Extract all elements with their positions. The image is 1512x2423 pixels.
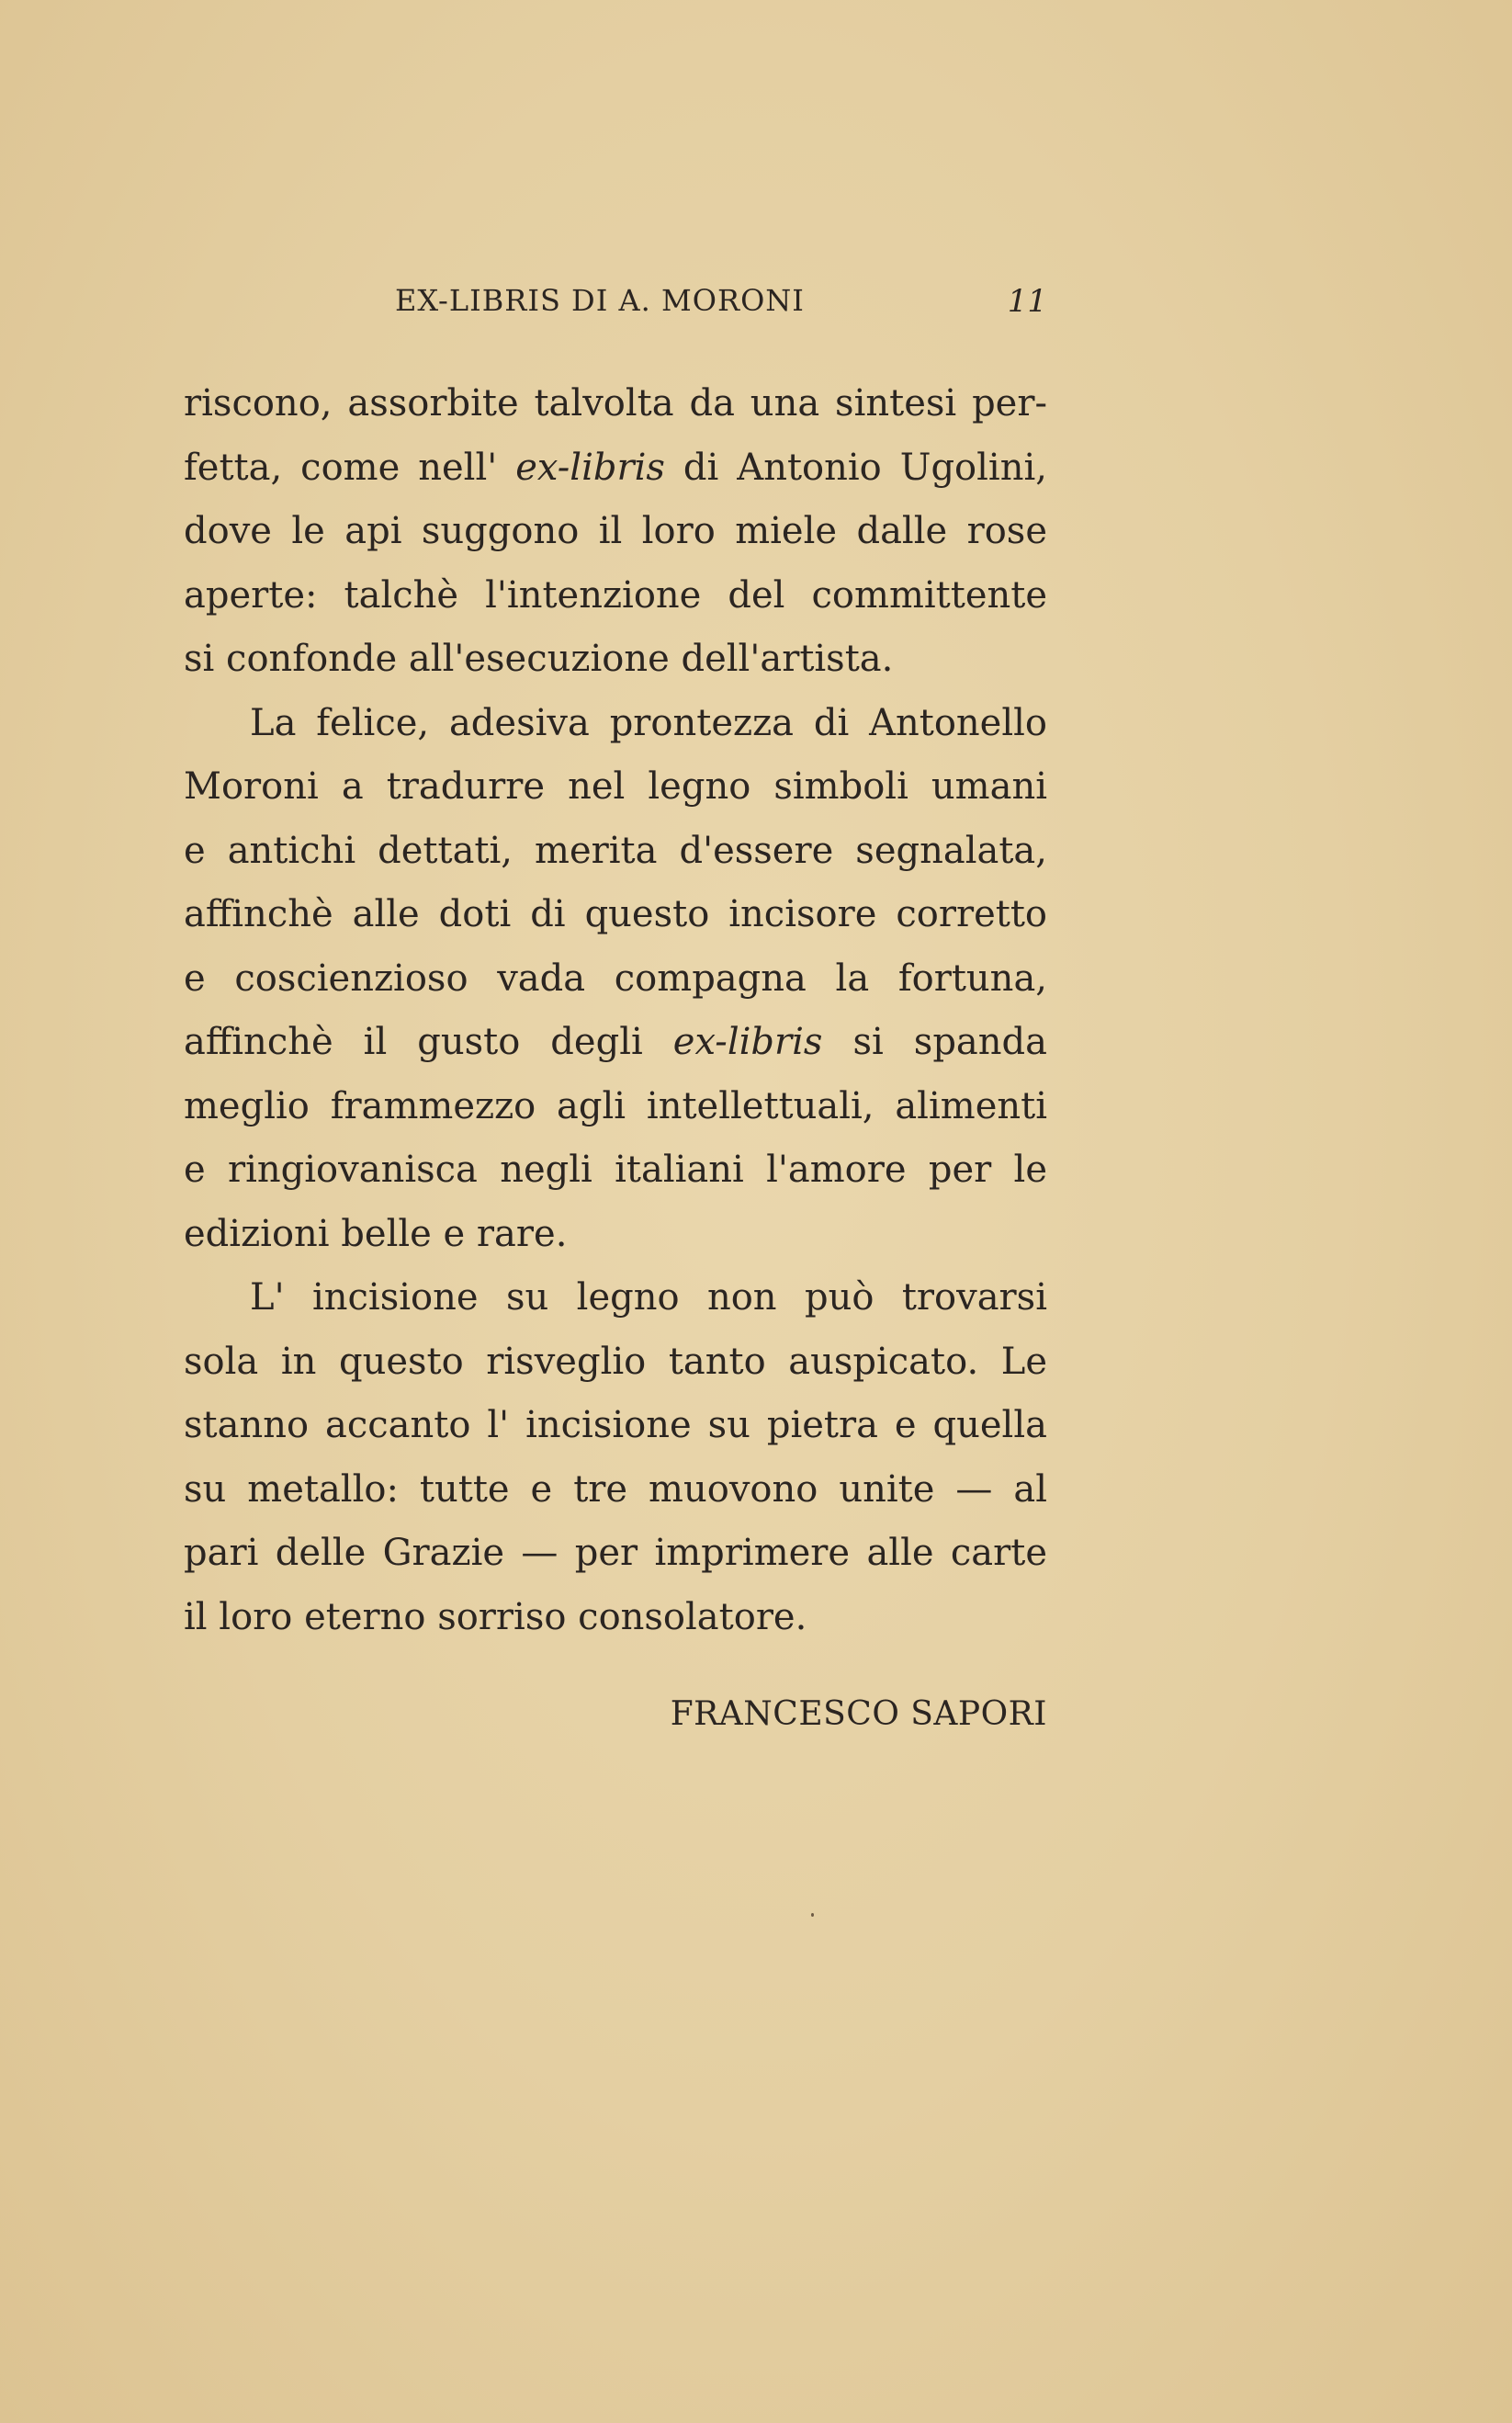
text-line: fetta, come nell' ex-libris di Antonio Ugolini,: [184, 446, 1047, 489]
text-line: sola in questo risveglio tanto auspicato. Le: [184, 1340, 1047, 1383]
text-line: pari delle Grazie — per imprimere alle carte: [184, 1532, 1047, 1574]
text-line: edizioni belle e rare.: [184, 1212, 568, 1255]
text-line: su metallo: tutte e tre muovono unite — al: [184, 1467, 1047, 1511]
running-title: EX-LIBRIS DI A. MORONI: [395, 283, 805, 318]
text-line: il loro eterno sorriso consolatore.: [184, 1595, 807, 1638]
body-text: [184, 372, 1047, 1649]
text-line: riscono, assorbite talvolta da una sintesi per-: [184, 382, 1047, 425]
text-line: dove le api suggono il loro miele dalle rose: [184, 510, 1047, 552]
text-line: aperte: talchè l'intenzione del committente: [184, 573, 1047, 617]
text-line: e antichi dettati, merita d'essere segnalata,: [184, 829, 1047, 872]
text-line: affinchè alle doti di questo incisore corretto: [184, 893, 1047, 935]
text-line: Moroni a tradurre nel legno simboli umani: [184, 765, 1047, 808]
text-line: affinchè il gusto degli ex-libris si spanda: [184, 1021, 1047, 1063]
text-line: meglio frammezzo agli intellettuali, alimenti: [184, 1084, 1047, 1127]
text-line: si confonde all'esecuzione dell'artista.: [184, 638, 894, 680]
text-line: stanno accanto l' incisione su pietra e quella: [184, 1404, 1047, 1446]
paper-speck: [811, 1913, 814, 1917]
text-line: e coscienzioso vada compagna la fortuna,: [184, 957, 1047, 1000]
page-number: 11: [1007, 283, 1047, 320]
text-line: La felice, adesiva prontezza di Antonello: [250, 701, 1047, 744]
text-line: L' incisione su legno non può trovarsi: [250, 1276, 1047, 1319]
running-head: [184, 283, 1047, 329]
author-signature: FRANCESCO SAPORI: [670, 1695, 1047, 1733]
text-line: e ringiovanisca negli italiani l'amore per le: [184, 1149, 1047, 1191]
